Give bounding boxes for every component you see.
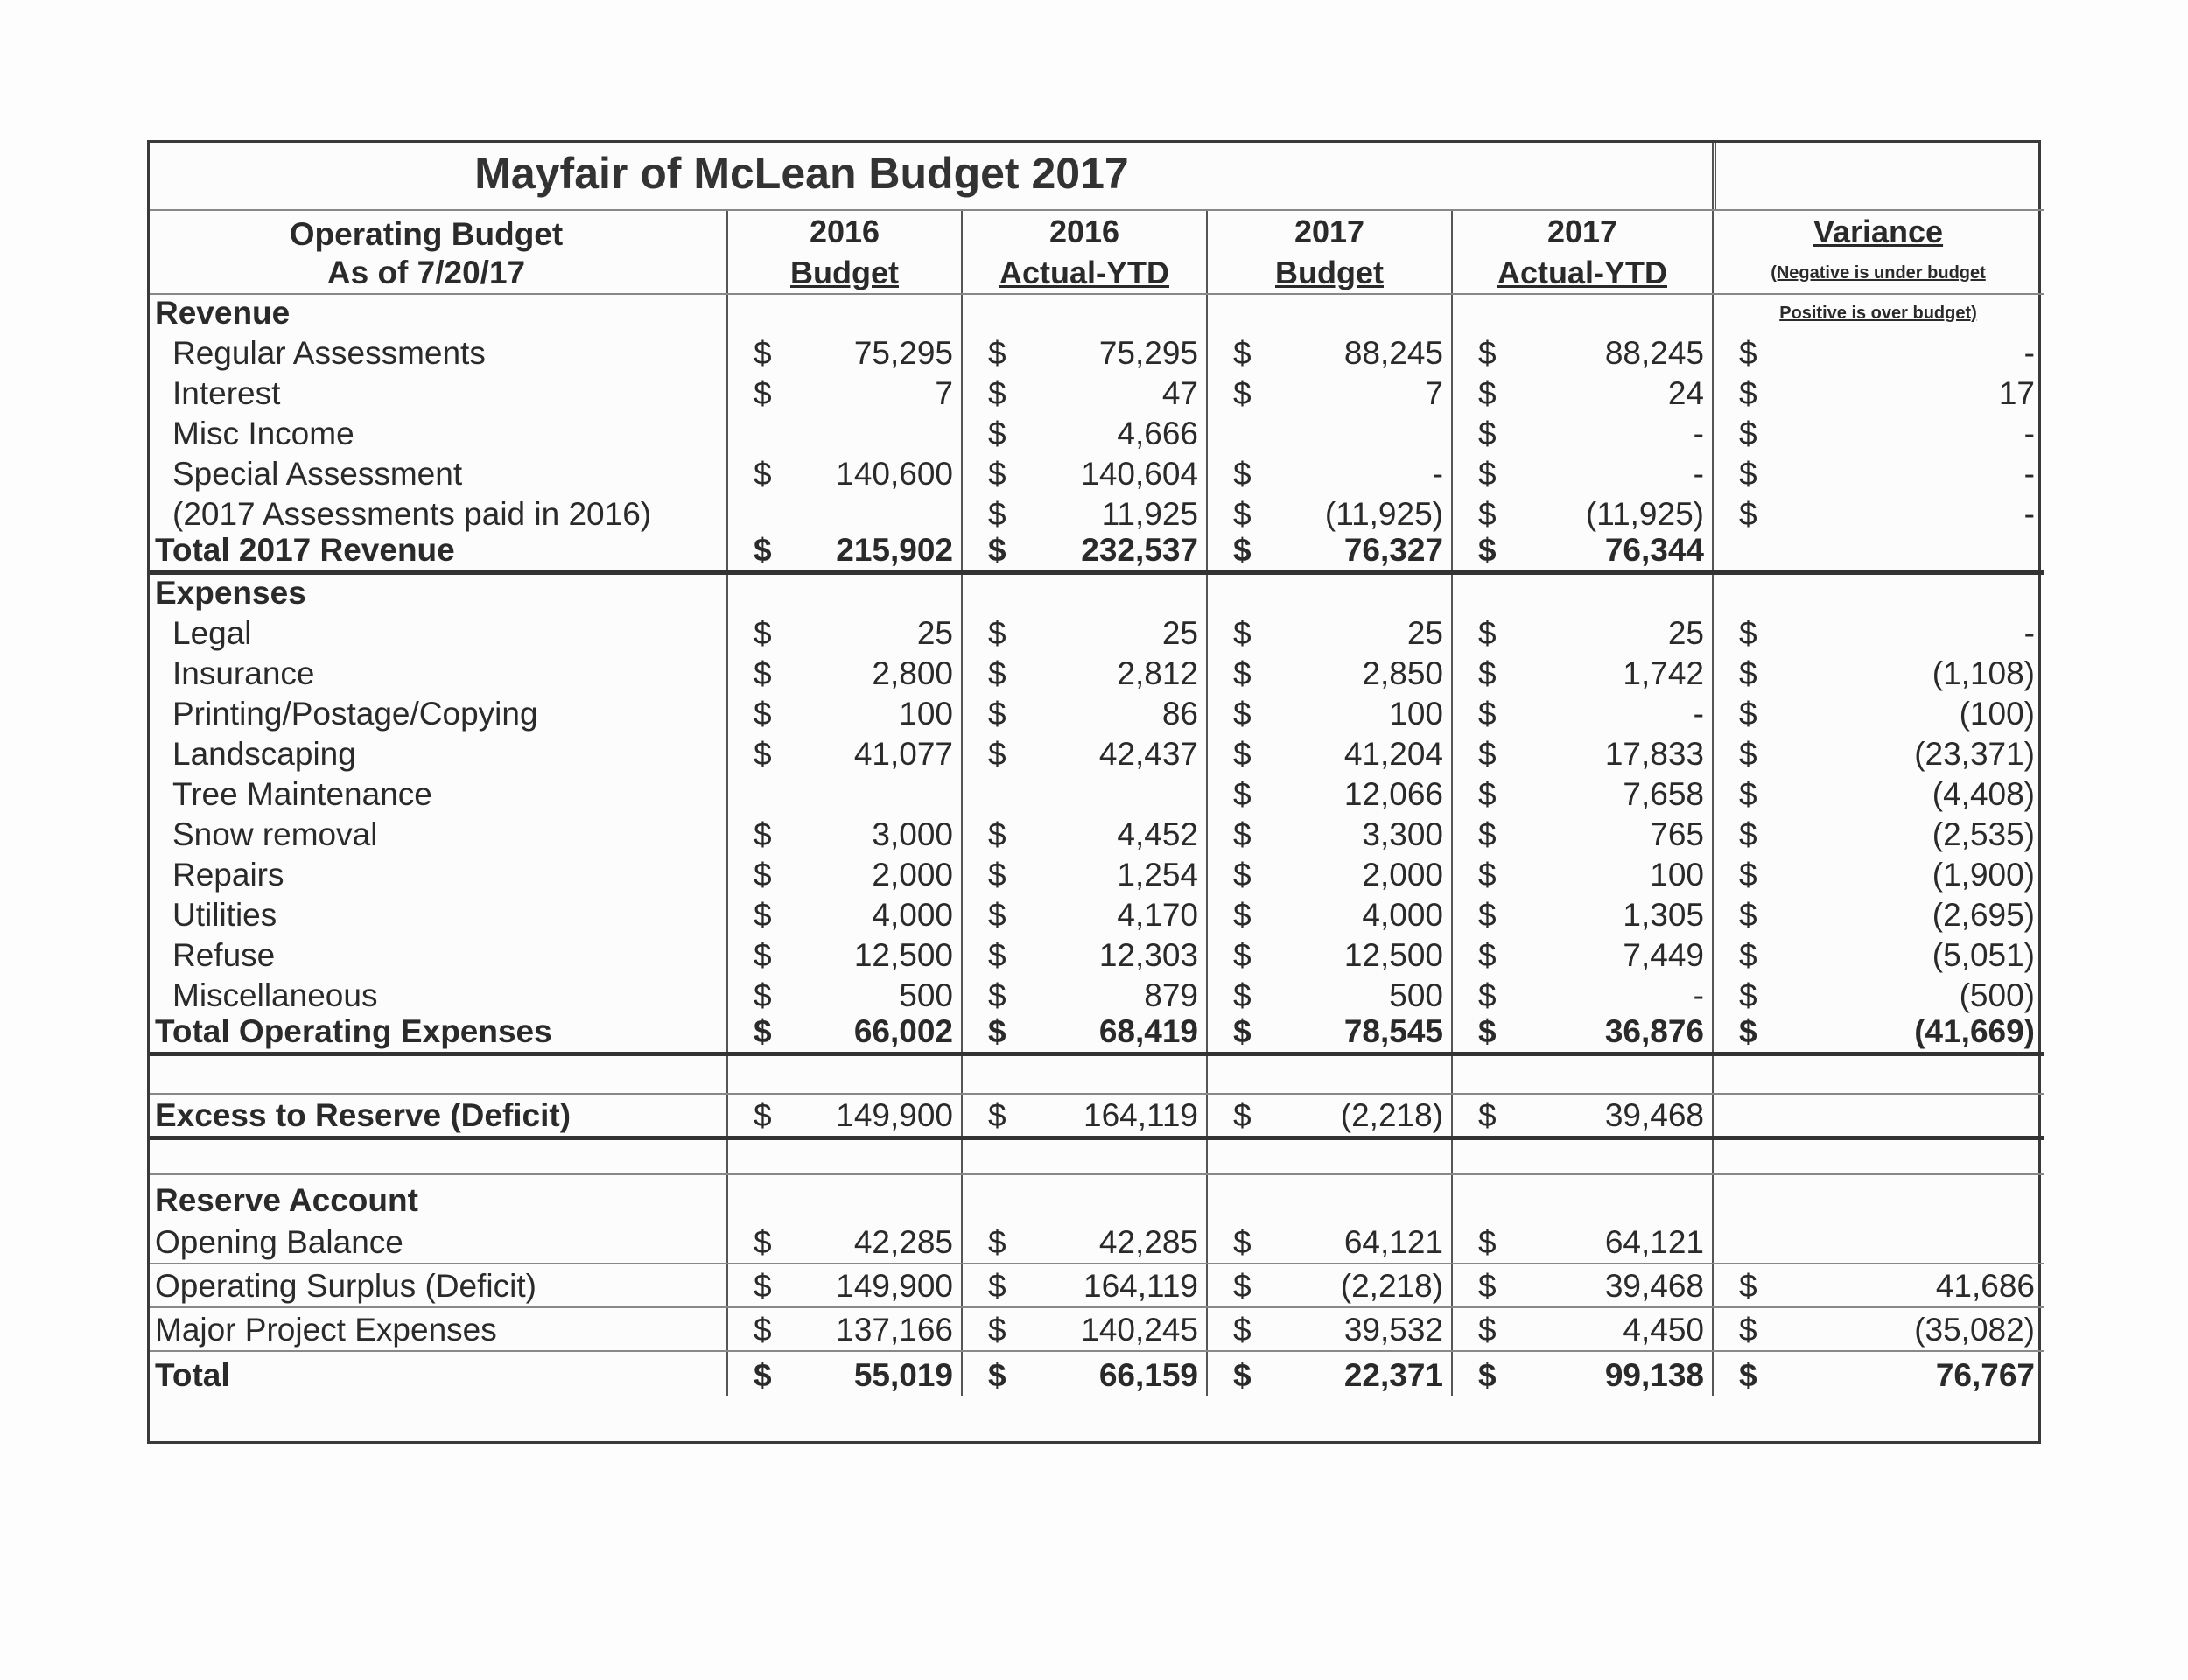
amount-cell: 2,850 [1362, 655, 1443, 691]
header-year: 2017 [1546, 214, 1618, 249]
amount-cell: 2,000 [872, 857, 953, 892]
amount-cell: 500 [899, 977, 953, 1013]
dollar-sign: $ [1233, 696, 1252, 732]
amount-cell: 164,119 [1083, 1268, 1198, 1304]
table-row [150, 855, 2044, 895]
dollar-sign: $ [988, 615, 1006, 651]
amount-cell: 500 [1389, 977, 1443, 1013]
row-label: (2017 Assessments paid in 2016) [172, 496, 652, 532]
amount-cell: (35,082) [1914, 1312, 2035, 1348]
amount-cell: 4,666 [1117, 416, 1198, 452]
row-label: Printing/Postage/Copying [172, 696, 538, 732]
dollar-sign: $ [1233, 1224, 1252, 1260]
amount-cell: 7,449 [1623, 937, 1704, 973]
dollar-sign: $ [1478, 776, 1497, 812]
dollar-sign: $ [1739, 1268, 1757, 1304]
amount-cell: 75,295 [853, 335, 953, 371]
amount-cell: - [1693, 977, 1704, 1013]
table-row [150, 374, 2044, 414]
amount-cell: (500) [1959, 977, 2035, 1013]
amount-cell: 39,468 [1604, 1268, 1704, 1304]
table-row [150, 1221, 2044, 1264]
dollar-sign: $ [1233, 655, 1252, 691]
table-row [150, 734, 2044, 774]
dollar-sign: $ [1478, 696, 1497, 732]
amount-cell: (2,218) [1340, 1097, 1443, 1133]
dollar-sign: $ [1478, 416, 1497, 452]
reserve-heading: Reserve Account [155, 1182, 418, 1218]
dollar-sign: $ [754, 532, 772, 568]
dollar-sign: $ [1478, 456, 1497, 492]
expenses-total-row [150, 1013, 2044, 1056]
variance-note-1: (Negative is under budget [1771, 262, 1986, 283]
row-label: Misc Income [172, 416, 354, 452]
header-as-of: As of 7/20/17 [326, 255, 526, 290]
amount-cell: 42,285 [1098, 1224, 1198, 1260]
amount-cell: 66,002 [853, 1013, 953, 1049]
dollar-sign: $ [754, 1224, 772, 1260]
amount-cell: 2,000 [1362, 857, 1443, 892]
amount-cell: 25 [1161, 615, 1198, 651]
column-divider [1712, 143, 1714, 209]
amount-cell: 22,371 [1343, 1357, 1443, 1393]
amount-cell: (41,669) [1914, 1013, 2035, 1049]
amount-cell: 100 [899, 696, 953, 732]
table-row [150, 613, 2044, 654]
amount-cell: 41,077 [853, 736, 953, 772]
dollar-sign: $ [988, 816, 1006, 852]
dollar-sign: $ [754, 1312, 772, 1348]
amount-cell: - [2023, 496, 2035, 532]
amount-cell: 41,204 [1343, 736, 1443, 772]
dollar-sign: $ [754, 1268, 772, 1304]
amount-cell: (2,695) [1932, 897, 2035, 933]
dollar-sign: $ [754, 816, 772, 852]
dollar-sign: $ [1478, 1357, 1497, 1393]
excess-label: Excess to Reserve (Deficit) [155, 1097, 572, 1133]
dollar-sign: $ [1233, 335, 1252, 371]
dollar-sign: $ [1233, 615, 1252, 651]
dollar-sign: $ [1233, 1013, 1252, 1049]
header-type: Budget [790, 255, 899, 290]
header-year: 2016 [1048, 214, 1120, 249]
amount-cell: - [1693, 456, 1704, 492]
dollar-sign: $ [988, 977, 1006, 1013]
dollar-sign: $ [1739, 615, 1757, 651]
header-operating-budget: Operating Budget [289, 216, 564, 252]
reserve-total-row [150, 1352, 2044, 1396]
dollar-sign: $ [1739, 1357, 1757, 1393]
dollar-sign: $ [1739, 1312, 1757, 1348]
column-divider [1206, 1140, 1208, 1173]
dollar-sign: $ [754, 655, 772, 691]
dollar-sign: $ [988, 696, 1006, 732]
amount-cell: 11,925 [1101, 496, 1198, 532]
amount-cell: 47 [1161, 375, 1198, 411]
amount-cell: 215,902 [836, 532, 953, 568]
amount-cell: - [1693, 416, 1704, 452]
amount-cell: 149,900 [836, 1268, 953, 1304]
column-divider [961, 1175, 963, 1221]
table-row [150, 935, 2044, 976]
amount-cell: 12,500 [1343, 937, 1443, 973]
column-divider [726, 1140, 728, 1173]
dollar-sign: $ [1478, 1013, 1497, 1049]
dollar-sign: $ [988, 375, 1006, 411]
amount-cell: 2,800 [872, 655, 953, 691]
column-divider [961, 774, 963, 815]
dollar-sign: $ [1233, 1312, 1252, 1348]
dollar-sign: $ [1478, 375, 1497, 411]
amount-cell: 64,121 [1343, 1224, 1443, 1260]
amount-cell: (11,925) [1585, 496, 1704, 532]
amount-cell: 140,604 [1081, 456, 1198, 492]
dollar-sign: $ [988, 736, 1006, 772]
dollar-sign: $ [988, 1312, 1006, 1348]
dollar-sign: $ [1478, 1312, 1497, 1348]
row-label: Interest [172, 375, 281, 411]
amount-cell: 78,545 [1343, 1013, 1443, 1049]
table-row [150, 694, 2044, 734]
amount-cell: 140,245 [1081, 1312, 1198, 1348]
dollar-sign: $ [1233, 456, 1252, 492]
row-label: Tree Maintenance [172, 776, 432, 812]
header-row-1 [150, 211, 2044, 255]
header-type: Actual-YTD [1497, 255, 1667, 290]
dollar-sign: $ [1233, 1357, 1252, 1393]
dollar-sign: $ [754, 1097, 772, 1133]
table-row [150, 333, 2044, 374]
row-label: Repairs [172, 857, 284, 892]
dollar-sign: $ [988, 335, 1006, 371]
dollar-sign: $ [988, 1097, 1006, 1133]
dollar-sign: $ [1739, 335, 1757, 371]
amount-cell: - [1432, 456, 1443, 492]
amount-cell: 12,066 [1343, 776, 1443, 812]
dollar-sign: $ [988, 496, 1006, 532]
amount-cell: (2,535) [1932, 816, 2035, 852]
amount-cell: (2,218) [1340, 1268, 1443, 1304]
table-row [150, 454, 2044, 494]
revenue-total-row [150, 532, 2044, 575]
row-label: Regular Assessments [172, 335, 486, 371]
amount-cell: 149,900 [836, 1097, 953, 1133]
amount-cell: 7 [935, 375, 953, 411]
header-variance: Variance [1813, 214, 1944, 249]
amount-cell: 76,327 [1343, 532, 1443, 568]
dollar-sign: $ [988, 1224, 1006, 1260]
amount-cell: 25 [916, 615, 953, 651]
row-label: Legal [172, 615, 252, 651]
dollar-sign: $ [1478, 1268, 1497, 1304]
dollar-sign: $ [1478, 532, 1497, 568]
dollar-sign: $ [754, 1013, 772, 1049]
dollar-sign: $ [988, 655, 1006, 691]
amount-cell: 12,500 [853, 937, 953, 973]
amount-cell: 88,245 [1343, 335, 1443, 371]
dollar-sign: $ [1739, 937, 1757, 973]
dollar-sign: $ [754, 937, 772, 973]
dollar-sign: $ [1739, 496, 1757, 532]
dollar-sign: $ [988, 1013, 1006, 1049]
dollar-sign: $ [754, 977, 772, 1013]
dollar-sign: $ [1478, 335, 1497, 371]
amount-cell: 1,254 [1117, 857, 1198, 892]
column-divider [961, 1056, 963, 1093]
dollar-sign: $ [988, 532, 1006, 568]
dollar-sign: $ [1233, 496, 1252, 532]
column-divider [1206, 295, 1208, 333]
amount-cell: 1,305 [1623, 897, 1704, 933]
row-label: Utilities [172, 897, 277, 933]
column-divider [1206, 575, 1208, 613]
header-row-2 [150, 255, 2044, 295]
dollar-sign: $ [1478, 1097, 1497, 1133]
dollar-sign: $ [988, 1268, 1006, 1304]
amount-cell: 64,121 [1604, 1224, 1704, 1260]
amount-cell: 100 [1650, 857, 1704, 892]
revenue-heading-row [150, 295, 2044, 333]
dollar-sign: $ [754, 335, 772, 371]
amount-cell: 42,285 [853, 1224, 953, 1260]
amount-cell: 4,170 [1117, 897, 1198, 933]
dollar-sign: $ [988, 937, 1006, 973]
amount-cell: 4,450 [1623, 1312, 1704, 1348]
dollar-sign: $ [988, 897, 1006, 933]
column-divider [1712, 1175, 1714, 1221]
amount-cell: (4,408) [1932, 776, 2035, 812]
dollar-sign: $ [1739, 456, 1757, 492]
dollar-sign: $ [988, 416, 1006, 452]
amount-cell: 25 [1406, 615, 1443, 651]
amount-cell: - [1693, 696, 1704, 732]
row-label: Snow removal [172, 816, 378, 852]
amount-cell: 99,138 [1604, 1357, 1704, 1393]
expenses-heading: Expenses [155, 575, 306, 611]
table-row [150, 1264, 2044, 1308]
row-label: Refuse [172, 937, 276, 973]
amount-cell: - [2023, 615, 2035, 651]
row-label: Major Project Expenses [155, 1312, 497, 1348]
amount-cell: 36,876 [1604, 1013, 1704, 1049]
amount-cell: 164,119 [1083, 1097, 1198, 1133]
amount-cell: 3,300 [1362, 816, 1443, 852]
dollar-sign: $ [1478, 655, 1497, 691]
table-row [150, 774, 2044, 815]
header-type: Budget [1275, 255, 1384, 290]
amount-cell: 1,742 [1623, 655, 1704, 691]
dollar-sign: $ [754, 1357, 772, 1393]
amount-cell: 2,812 [1117, 655, 1198, 691]
amount-cell: 765 [1650, 816, 1704, 852]
amount-cell: 232,537 [1081, 532, 1198, 568]
column-divider [961, 1140, 963, 1173]
column-divider [1712, 1056, 1714, 1093]
spacer-row [150, 1140, 2044, 1175]
dollar-sign: $ [1233, 816, 1252, 852]
amount-cell: 68,419 [1098, 1013, 1198, 1049]
dollar-sign: $ [988, 1357, 1006, 1393]
amount-cell: (1,108) [1932, 655, 2035, 691]
dollar-sign: $ [1739, 416, 1757, 452]
column-divider [1451, 295, 1453, 333]
row-label: Insurance [172, 655, 315, 691]
amount-cell: 41,686 [1935, 1268, 2035, 1304]
column-divider [1712, 575, 1714, 613]
revenue-heading: Revenue [155, 295, 291, 331]
amount-cell: (23,371) [1914, 736, 2035, 772]
amount-cell: 17 [1998, 375, 2035, 411]
title-row [150, 143, 2044, 211]
amount-cell: 55,019 [853, 1357, 953, 1393]
column-divider [1206, 1175, 1208, 1221]
amount-cell: 39,468 [1604, 1097, 1704, 1133]
dollar-sign: $ [1233, 532, 1252, 568]
amount-cell: 140,600 [836, 456, 953, 492]
amount-cell: - [2023, 456, 2035, 492]
amount-cell: 7,658 [1623, 776, 1704, 812]
amount-cell: 66,159 [1098, 1357, 1198, 1393]
dollar-sign: $ [1478, 615, 1497, 651]
amount-cell: 42,437 [1098, 736, 1198, 772]
amount-cell: - [2023, 416, 2035, 452]
column-divider [1715, 143, 1716, 209]
amount-cell: 100 [1389, 696, 1443, 732]
dollar-sign: $ [1233, 776, 1252, 812]
dollar-sign: $ [1739, 816, 1757, 852]
amount-cell: 17,833 [1604, 736, 1704, 772]
dollar-sign: $ [988, 456, 1006, 492]
column-divider [1206, 1056, 1208, 1093]
dollar-sign: $ [754, 615, 772, 651]
table-row [150, 414, 2044, 454]
dollar-sign: $ [1739, 897, 1757, 933]
column-divider [961, 295, 963, 333]
amount-cell: 86 [1161, 696, 1198, 732]
variance-note-2: Positive is over budget) [1779, 303, 1977, 323]
column-divider [961, 575, 963, 613]
dollar-sign: $ [754, 375, 772, 411]
total-label: Total Operating Expenses [155, 1013, 552, 1049]
dollar-sign: $ [1233, 1097, 1252, 1133]
excess-row [150, 1095, 2044, 1140]
dollar-sign: $ [1233, 1268, 1252, 1304]
amount-cell: 76,344 [1604, 532, 1704, 568]
dollar-sign: $ [1233, 375, 1252, 411]
column-divider [1451, 1056, 1453, 1093]
header-type: Actual-YTD [999, 255, 1169, 290]
row-label: Opening Balance [155, 1224, 403, 1260]
amount-cell: (1,900) [1932, 857, 2035, 892]
dollar-sign: $ [1233, 937, 1252, 973]
dollar-sign: $ [1739, 736, 1757, 772]
dollar-sign: $ [1478, 897, 1497, 933]
dollar-sign: $ [1739, 655, 1757, 691]
dollar-sign: $ [1233, 857, 1252, 892]
table-row [150, 1308, 2044, 1352]
total-label: Total [155, 1357, 230, 1393]
dollar-sign: $ [1478, 857, 1497, 892]
column-divider [1712, 1140, 1714, 1173]
table-row [150, 654, 2044, 694]
amount-cell: 137,166 [836, 1312, 953, 1348]
column-divider [1451, 1175, 1453, 1221]
dollar-sign: $ [1233, 736, 1252, 772]
dollar-sign: $ [1739, 776, 1757, 812]
amount-cell: 76,767 [1935, 1357, 2035, 1393]
header-year: 2017 [1294, 214, 1365, 249]
dollar-sign: $ [1478, 816, 1497, 852]
table-row [150, 815, 2044, 855]
dollar-sign: $ [1478, 937, 1497, 973]
table-row [150, 895, 2044, 935]
row-label: Operating Surplus (Deficit) [155, 1268, 536, 1304]
dollar-sign: $ [754, 696, 772, 732]
dollar-sign: $ [1739, 857, 1757, 892]
amount-cell: (5,051) [1932, 937, 2035, 973]
amount-cell: 75,295 [1098, 335, 1198, 371]
expenses-heading-row [150, 575, 2044, 613]
dollar-sign: $ [1478, 1224, 1497, 1260]
table-row [150, 976, 2044, 1016]
column-divider [1451, 1140, 1453, 1173]
dollar-sign: $ [1478, 736, 1497, 772]
amount-cell: 39,532 [1343, 1312, 1443, 1348]
dollar-sign: $ [1739, 1013, 1757, 1049]
dollar-sign: $ [754, 897, 772, 933]
dollar-sign: $ [1233, 897, 1252, 933]
amount-cell: (100) [1959, 696, 2035, 732]
column-divider [1451, 575, 1453, 613]
amount-cell: 88,245 [1604, 335, 1704, 371]
amount-cell: 4,452 [1117, 816, 1198, 852]
row-label: Special Assessment [172, 456, 463, 492]
amount-cell: (11,925) [1324, 496, 1443, 532]
header-year: 2016 [809, 214, 880, 249]
column-divider [726, 1056, 728, 1093]
dollar-sign: $ [1739, 375, 1757, 411]
spacer-row [150, 1056, 2044, 1095]
row-label: Miscellaneous [172, 977, 378, 1013]
dollar-sign: $ [1739, 696, 1757, 732]
dollar-sign: $ [1233, 977, 1252, 1013]
amount-cell: - [2023, 335, 2035, 371]
amount-cell: 25 [1667, 615, 1704, 651]
dollar-sign: $ [754, 857, 772, 892]
amount-cell: 3,000 [872, 816, 953, 852]
dollar-sign: $ [1478, 977, 1497, 1013]
reserve-heading-row [150, 1175, 2044, 1221]
amount-cell: 7 [1425, 375, 1443, 411]
dollar-sign: $ [754, 736, 772, 772]
amount-cell: 4,000 [1362, 897, 1443, 933]
page-title: Mayfair of McLean Budget 2017 [474, 149, 1129, 198]
dollar-sign: $ [1739, 977, 1757, 1013]
amount-cell: 4,000 [872, 897, 953, 933]
table-row [150, 494, 2044, 535]
dollar-sign: $ [988, 857, 1006, 892]
amount-cell: 12,303 [1098, 937, 1198, 973]
row-label: Landscaping [172, 736, 356, 772]
amount-cell: 24 [1667, 375, 1704, 411]
amount-cell: 879 [1144, 977, 1198, 1013]
dollar-sign: $ [1478, 496, 1497, 532]
dollar-sign: $ [754, 456, 772, 492]
budget-sheet [147, 140, 2041, 1444]
total-label: Total 2017 Revenue [155, 532, 455, 568]
